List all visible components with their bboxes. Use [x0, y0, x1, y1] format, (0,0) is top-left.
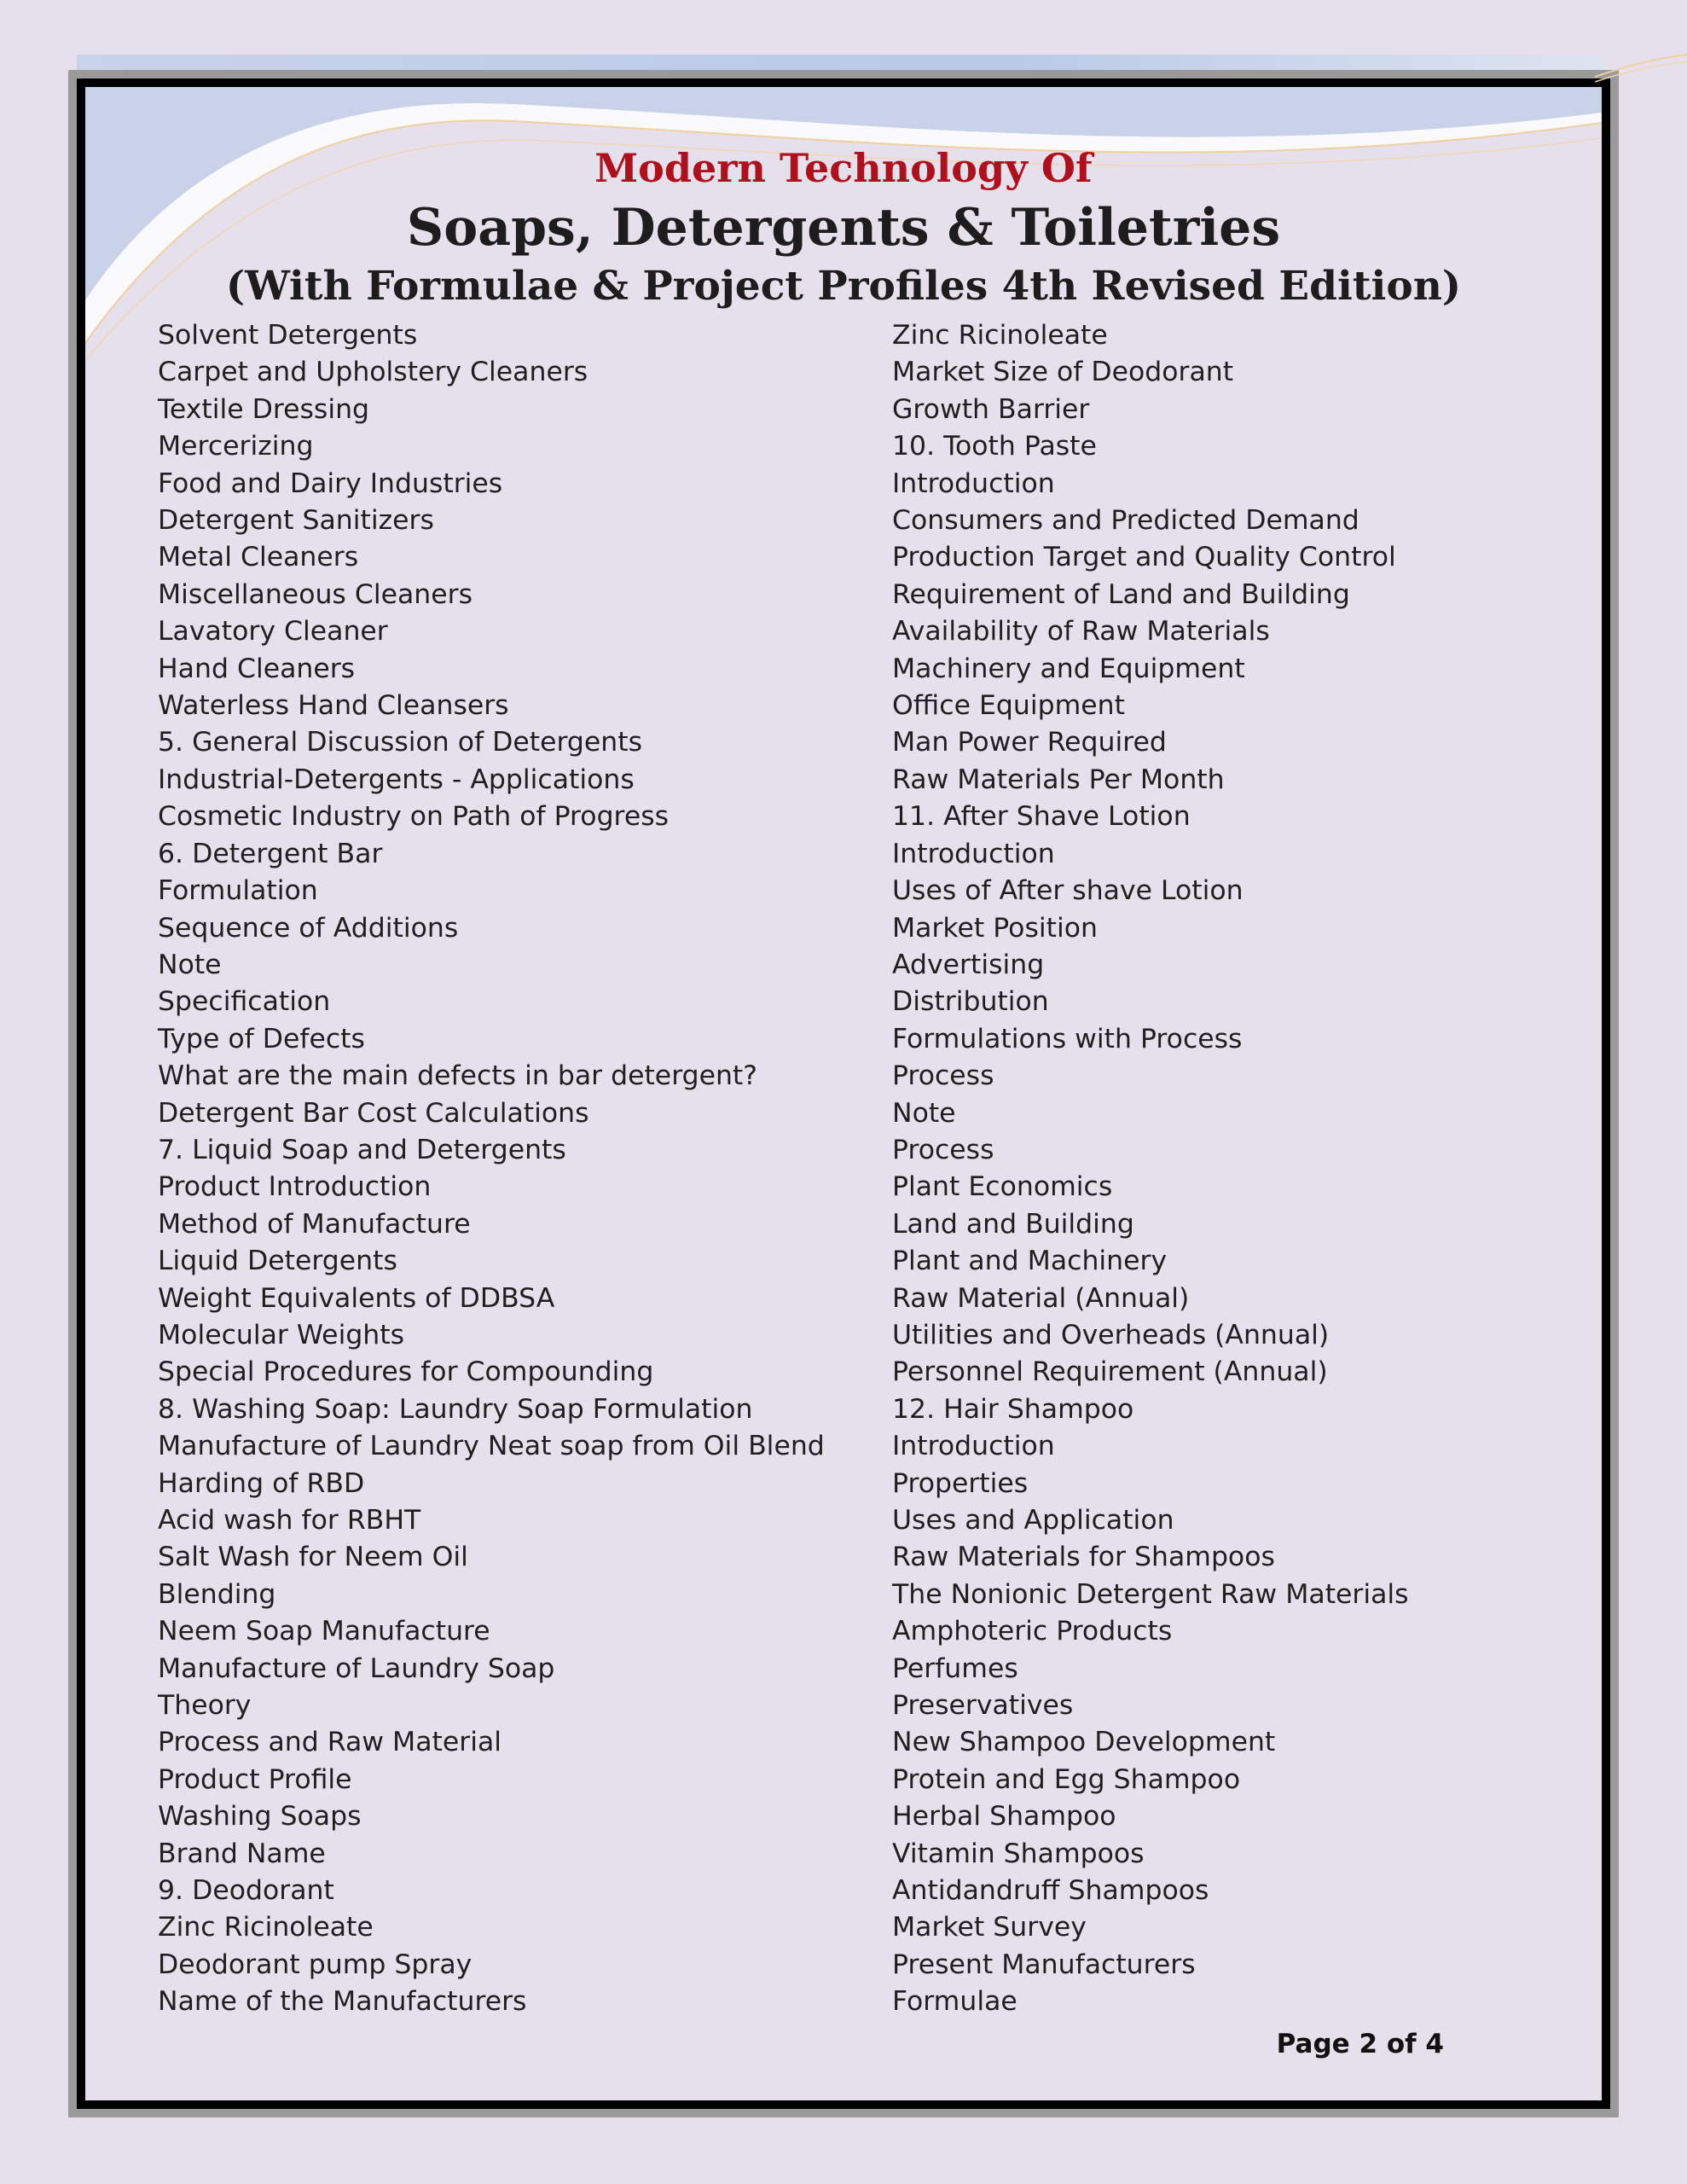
- contents-item: Detergent Sanitizers: [158, 505, 434, 537]
- document-header: [85, 140, 1602, 314]
- contents-item: Industrial-Detergents - Applications: [158, 764, 635, 795]
- contents-item: Market Size of Deodorant: [892, 357, 1234, 388]
- contents-item: Consumers and Predicted Demand: [892, 505, 1359, 537]
- page-number: Page 2 of 4: [1276, 2029, 1444, 2059]
- contents-item: Herbal Shampoo: [892, 1801, 1116, 1833]
- contents-item: Name of the Manufacturers: [158, 1986, 527, 2018]
- contents-item: Note: [158, 949, 222, 980]
- contents-item: 11. After Shave Lotion: [892, 801, 1191, 833]
- contents-item: Requirement of Land and Building: [892, 578, 1350, 610]
- contents-item: Zinc Ricinoleate: [892, 320, 1108, 351]
- contents-item: Lavatory Cleaner: [158, 616, 388, 648]
- contents-item: 6. Detergent Bar: [158, 838, 383, 869]
- contents-item: Protein and Egg Shampoo: [892, 1763, 1241, 1795]
- contents-item: Machinery and Equipment: [892, 653, 1245, 684]
- contents-item: 12. Hair Shampoo: [892, 1393, 1134, 1425]
- contents-item: Market Position: [892, 912, 1098, 944]
- contents-item: Formulation: [158, 875, 318, 907]
- contents-item: Uses and Application: [892, 1505, 1174, 1536]
- contents-item: Manufacture of Laundry Soap: [158, 1653, 555, 1684]
- contents-item: Preservatives: [892, 1690, 1074, 1722]
- contents-item: Carpet and Upholstery Cleaners: [158, 357, 588, 388]
- contents-item: Production Target and Quality Control: [892, 542, 1396, 573]
- contents-item: Theory: [158, 1690, 252, 1722]
- contents-item: Acid wash for RBHT: [158, 1505, 421, 1536]
- contents-item: Uses of After shave Lotion: [892, 875, 1244, 907]
- contents-item: Formulae: [892, 1986, 1017, 2018]
- title-main: Soaps, Detergents & Toiletries: [406, 198, 1281, 258]
- contents-item: 8. Washing Soap: Laundry Soap Formulation: [158, 1393, 753, 1425]
- contents-item: Raw Material (Annual): [892, 1282, 1190, 1314]
- contents-item: Solvent Detergents: [158, 320, 418, 351]
- contents-item: Raw Materials Per Month: [892, 764, 1225, 795]
- contents-item: Market Survey: [892, 1912, 1087, 1943]
- contents-item: Weight Equivalents of DDBSA: [158, 1282, 555, 1314]
- contents-item: Availability of Raw Materials: [892, 616, 1270, 648]
- edge-flourish-decoration: [1595, 51, 1687, 85]
- contents-right-column: [892, 317, 1409, 2021]
- contents-item: Raw Materials for Shampoos: [892, 1542, 1275, 1573]
- contents-item: Special Procedures for Compounding: [158, 1356, 654, 1388]
- contents-item: Washing Soaps: [158, 1801, 362, 1833]
- contents-item: Deodorant pump Spray: [158, 1949, 472, 1980]
- contents-item: Type of Defects: [158, 1023, 365, 1054]
- contents-item: Waterless Hand Cleansers: [158, 690, 509, 722]
- contents-item: Method of Manufacture: [158, 1208, 471, 1240]
- contents-item: 10. Tooth Paste: [892, 431, 1097, 462]
- contents-item: Product Profile: [158, 1763, 352, 1795]
- document-page: [85, 87, 1602, 2100]
- contents-item: Office Equipment: [892, 690, 1125, 722]
- contents-item: Harding of RBD: [158, 1467, 365, 1499]
- contents-item: Miscellaneous Cleaners: [158, 578, 472, 610]
- contents-item: Hand Cleaners: [158, 653, 356, 684]
- contents-left-column: [158, 317, 825, 2021]
- contents-item: Note: [892, 1097, 956, 1129]
- contents-item: Introduction: [892, 468, 1055, 499]
- contents-item: The Nonionic Detergent Raw Materials: [892, 1578, 1409, 1610]
- contents-item: Specification: [158, 986, 331, 1018]
- contents-item: Textile Dressing: [158, 393, 370, 425]
- contents-item: Introduction: [892, 838, 1055, 869]
- contents-item: Detergent Bar Cost Calculations: [158, 1097, 589, 1129]
- contents-item: Cosmetic Industry on Path of Progress: [158, 801, 670, 833]
- contents-item: Mercerizing: [158, 431, 314, 462]
- contents-item: Molecular Weights: [158, 1319, 405, 1350]
- contents-item: Brand Name: [158, 1838, 326, 1869]
- contents-item: Process and Raw Material: [158, 1727, 502, 1758]
- contents-item: New Shampoo Development: [892, 1727, 1276, 1758]
- title-top: Modern Technology Of: [594, 145, 1093, 191]
- contents-item: Personnel Requirement (Annual): [892, 1356, 1328, 1388]
- contents-item: What are the main defects in bar detergent?: [158, 1060, 757, 1092]
- contents-item: Growth Barrier: [892, 393, 1090, 425]
- contents-item: Metal Cleaners: [158, 542, 359, 573]
- contents-item: Formulations with Process: [892, 1023, 1243, 1054]
- contents-item: Liquid Detergents: [158, 1246, 397, 1277]
- contents-item: 7. Liquid Soap and Detergents: [158, 1134, 566, 1165]
- contents-item: Distribution: [892, 986, 1049, 1018]
- title-subtitle: (With Formulae & Project Profiles 4th Revised Edition): [225, 263, 1462, 310]
- contents-item: Manufacture of Laundry Neat soap from Oil Blend: [158, 1431, 825, 1462]
- contents-item: Food and Dairy Industries: [158, 468, 503, 499]
- contents-item: 9. Deodorant: [158, 1875, 334, 1907]
- contents-item: 5. General Discussion of Detergents: [158, 727, 642, 758]
- contents-item: Properties: [892, 1467, 1029, 1499]
- contents-item: Man Power Required: [892, 727, 1167, 758]
- contents-item: Amphoteric Products: [892, 1616, 1173, 1647]
- contents-item: Process: [892, 1060, 994, 1092]
- contents-item: Salt Wash for Neem Oil: [158, 1542, 468, 1573]
- contents-item: Utilities and Overheads (Annual): [892, 1319, 1330, 1350]
- contents-item: Sequence of Additions: [158, 912, 459, 944]
- contents-item: Plant and Machinery: [892, 1246, 1168, 1277]
- contents-item: Plant Economics: [892, 1171, 1113, 1203]
- contents-item: Blending: [158, 1578, 276, 1610]
- contents-item: Advertising: [892, 949, 1045, 980]
- contents-item: Neem Soap Manufacture: [158, 1616, 490, 1647]
- contents-item: Antidandruff Shampoos: [892, 1875, 1209, 1907]
- contents-item: Product Introduction: [158, 1171, 432, 1203]
- contents-item: Land and Building: [892, 1208, 1134, 1240]
- contents-item: Zinc Ricinoleate: [158, 1912, 374, 1943]
- contents-item: Introduction: [892, 1431, 1055, 1462]
- contents-item: Process: [892, 1134, 994, 1165]
- contents-item: Vitamin Shampoos: [892, 1838, 1145, 1869]
- contents-item: Perfumes: [892, 1653, 1018, 1684]
- contents-item: Present Manufacturers: [892, 1949, 1196, 1980]
